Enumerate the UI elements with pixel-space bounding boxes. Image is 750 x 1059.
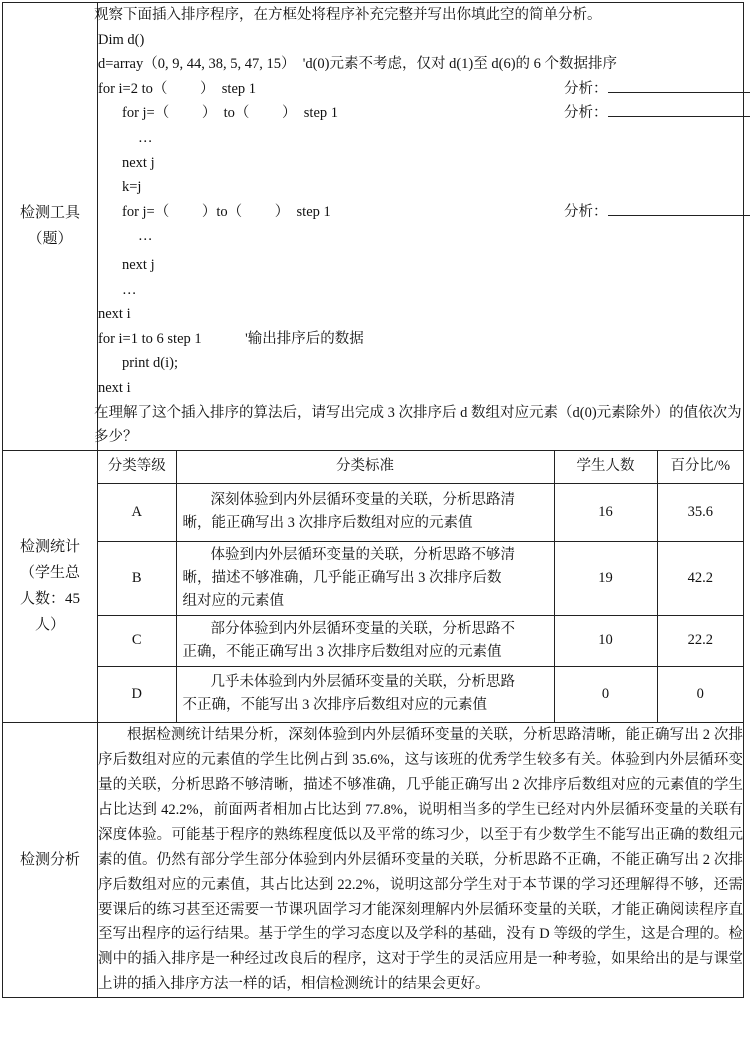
criteria-cell: 几乎未体验到内外层循环变量的关联，分析思路 不正确，不能写出 3 次排序后数组对应的元素值 xyxy=(176,666,554,722)
answer-blank[interactable] xyxy=(608,78,750,93)
analysis-label: 检测分析 xyxy=(3,723,98,998)
code-line: Dim d() xyxy=(98,31,145,48)
stats-label-line: 人数：45 xyxy=(19,591,80,608)
code-line: d=array（0, 9, 44, 38, 5, 47, 15） 'd(0)元素不考虑，仅对 d(1)至 d(6)的 6 个数据排序 xyxy=(98,56,618,73)
analysis-content xyxy=(98,723,744,998)
answer-blank[interactable] xyxy=(608,201,750,216)
code-line: print d(i); xyxy=(122,355,178,372)
header-criteria: 分类标准 xyxy=(176,451,554,484)
stats-row-b xyxy=(98,541,743,615)
code-line: for i=1 to 6 step 1 '输出排序后的数据 xyxy=(98,330,364,347)
tool-label xyxy=(3,3,98,451)
answer-blank[interactable] xyxy=(608,102,750,117)
code-intro: 观察下面插入排序程序，在方框处将程序补充完整并写出你填此空的简单分析。 xyxy=(94,7,602,23)
code-line: … xyxy=(138,228,153,245)
document-table xyxy=(2,2,744,998)
grade-cell: A xyxy=(98,483,176,541)
stats-row-a xyxy=(98,483,743,541)
grade-cell: D xyxy=(98,666,176,722)
analysis-prompt: 分析： xyxy=(564,203,608,220)
code-line: next i xyxy=(98,306,131,323)
count-cell: 16 xyxy=(554,483,657,541)
stats-label-line: 人） xyxy=(34,617,65,634)
stats-row-d xyxy=(98,666,743,722)
code-line: next j xyxy=(122,154,155,171)
header-count: 学生人数 xyxy=(554,451,657,484)
code-line: next i xyxy=(98,379,131,396)
tool-row xyxy=(3,3,744,451)
grade-cell: C xyxy=(98,615,176,666)
count-cell: 10 xyxy=(554,615,657,666)
code-line-with-blank: for j=（ ）to（ ） step 1 分析： xyxy=(98,200,743,225)
code-line: … xyxy=(138,129,153,146)
stats-row xyxy=(3,450,744,723)
percent-cell: 22.2 xyxy=(657,615,743,666)
tool-question: 在理解了这个插入排序的算法后，请写出完成 3 次排序后 d 数组对应元素（d(0)元素除外）的值依次为多少？ xyxy=(94,404,742,446)
count-cell: 19 xyxy=(554,541,657,615)
tool-content xyxy=(94,3,744,451)
header-percent: 百分比/% xyxy=(657,451,743,484)
code-line-with-blank: for j=（ ） to（ ） step 1 分析： xyxy=(98,101,743,126)
criteria-cell: 体验到内外层循环变量的关联，分析思路不够清 晰，描述不够准确，几乎能正确写出 3 次排序后数 组对应的元素值 xyxy=(176,541,554,615)
code-line: … xyxy=(122,281,137,298)
stats-table xyxy=(98,451,743,723)
code-line: next j xyxy=(122,256,155,273)
criteria-cell: 深刻体验到内外层循环变量的关联，分析思路清 晰，能正确写出 3 次排序后数组对应的元素值 xyxy=(176,483,554,541)
analysis-row xyxy=(3,723,744,998)
stats-row-c xyxy=(98,615,743,666)
analysis-paragraph: 根据检测统计结果分析，深刻体验到内外层循环变量的关联，分析思路清晰，能正确写出 2 次排序后数组对应的元素值的学生比例占到 35.6%，这与该班的优秀学生较多有关。体验到内外层循环变量的关联，分析思路不够清晰，描述不够准确，几乎能正确写出 2 次排序后数组对应的元素值的学生占比达到 42.2%，前面两者相加占比达到 77.8%，说明相当多的学生已经对内外层循环变量的关联有深度体验。可能基于程序的熟练程度低以及平常的练习少，以至于有少数学生不能写出正确的数组元素的值。仍然有部分学生部分体验到内外层循环变量的关联，分析思路不正确，不能正确写出 2 次排序后数组对应的元素值，其占比达到 22.2%，说明这部分学生对于本节课的学习还理解得不够，还需要课后的练习甚至还需要一节课巩固学习才能深刻理解内外层循环变量的关联，才能正确阅读程序直至写出程序的运行结果。基于学生的学习态度以及学科的基础，没有 D 等级的学生，这是合理的。检测中的插入排序是一种经过改良后的程序，这对于学生的灵活应用是一种考验，如果给出的是与课堂上讲的插入排序方法一样的话，相信检测统计的结果会更好。 xyxy=(98,727,743,993)
stats-cell xyxy=(98,450,744,723)
stats-label-line: 检测统计 xyxy=(19,539,80,556)
stats-label-line: （学生总 xyxy=(19,565,80,582)
analysis-prompt: 分析： xyxy=(564,80,608,97)
tool-label-line: 检测工具 xyxy=(19,205,80,222)
percent-cell: 0 xyxy=(657,666,743,722)
analysis-prompt: 分析： xyxy=(564,105,608,122)
stats-label xyxy=(3,450,98,723)
criteria-cell: 部分体验到内外层循环变量的关联，分析思路不 正确，不能正确写出 3 次排序后数组对应的元素值 xyxy=(176,615,554,666)
tool-label-line: （题） xyxy=(27,231,73,248)
percent-cell: 35.6 xyxy=(657,483,743,541)
header-grade: 分类等级 xyxy=(98,451,176,484)
stats-header-row xyxy=(98,451,743,484)
grade-cell: B xyxy=(98,541,176,615)
percent-cell: 42.2 xyxy=(657,541,743,615)
code-line: k=j xyxy=(122,179,142,196)
code-line-with-blank: for i=2 to（ ） step 1 分析： xyxy=(98,77,743,102)
count-cell: 0 xyxy=(554,666,657,722)
